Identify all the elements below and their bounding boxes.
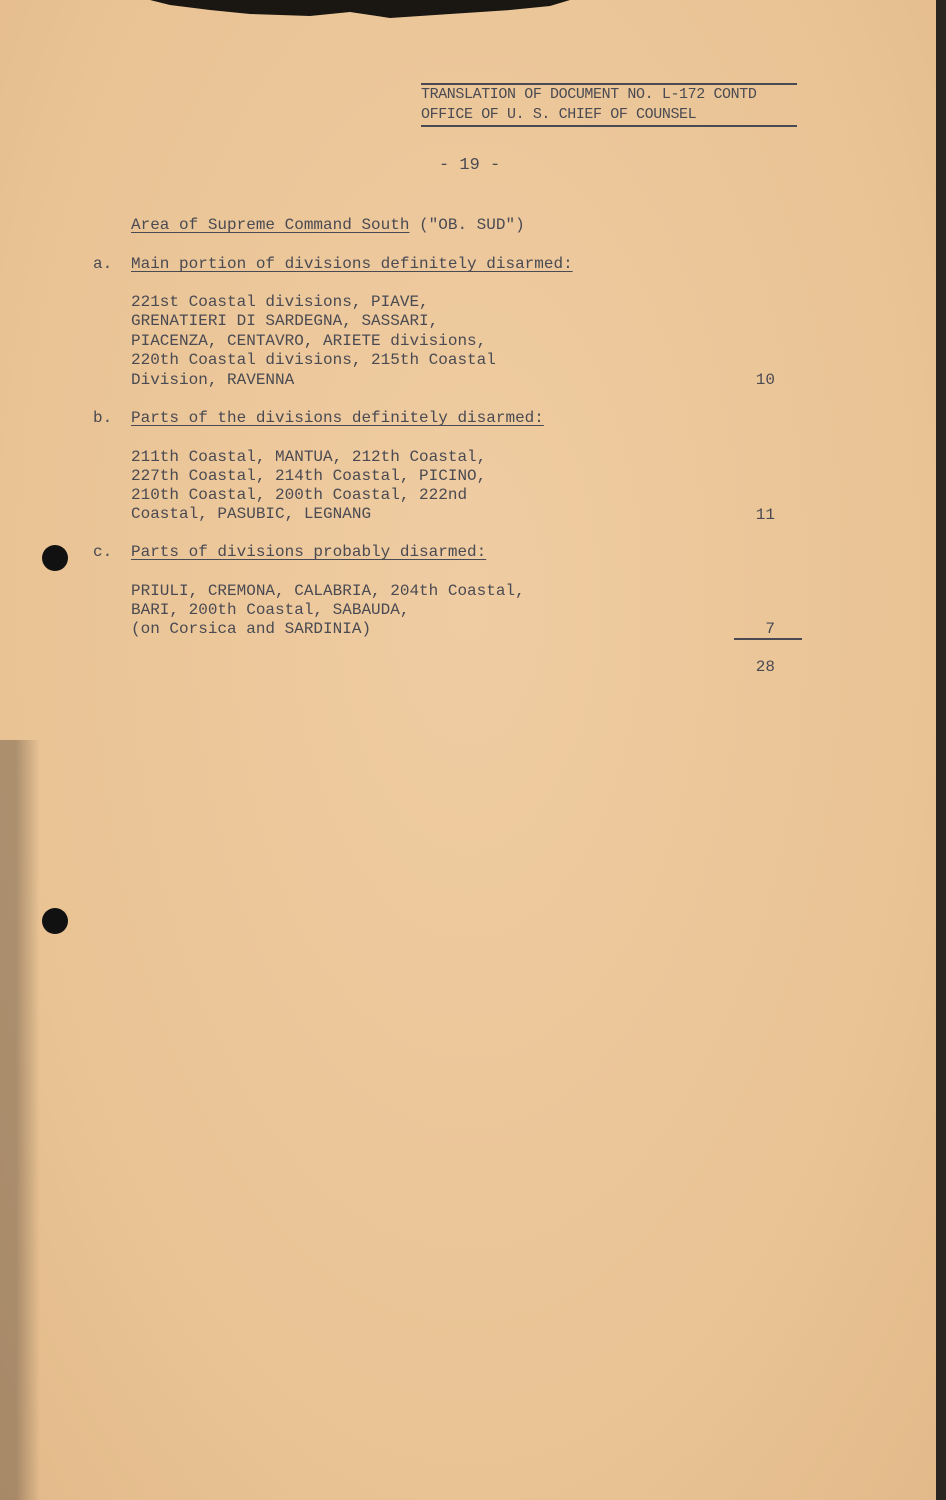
section-a-line: PIACENZA, CENTAVRO, ARIETE divisions, bbox=[131, 332, 487, 350]
document-header bbox=[421, 83, 797, 127]
section-a-marker: a. bbox=[93, 255, 113, 273]
section-b-line: 210th Coastal, 200th Coastal, 222nd bbox=[131, 486, 468, 504]
punch-hole-upper bbox=[42, 545, 68, 571]
section-c-marker: c. bbox=[93, 543, 113, 561]
total-count: 28 bbox=[755, 658, 775, 676]
section-c-line: (on Corsica and SARDINIA) bbox=[131, 620, 372, 638]
header-line-1: TRANSLATION OF DOCUMENT NO. L-172 CONTD bbox=[421, 86, 757, 103]
section-c-count: 7 bbox=[765, 620, 775, 638]
punch-hole-lower bbox=[42, 908, 68, 934]
section-b-marker: b. bbox=[93, 409, 113, 427]
section-b-heading: Parts of the divisions definitely disarmed: bbox=[131, 409, 544, 427]
section-c-heading: Parts of divisions probably disarmed: bbox=[131, 543, 487, 561]
area-title-suffix: ("OB. SUD") bbox=[419, 216, 525, 234]
section-b-count: 11 bbox=[755, 506, 775, 524]
section-a-line: Division, RAVENNA bbox=[131, 371, 295, 389]
section-c-line: BARI, 200th Coastal, SABAUDA, bbox=[131, 601, 410, 619]
section-a-line: 221st Coastal divisions, PIAVE, bbox=[131, 293, 429, 311]
section-a-heading: Main portion of divisions definitely disarmed: bbox=[131, 255, 573, 273]
page-edge-stain bbox=[0, 740, 40, 1500]
section-a-line: GRENATIERI DI SARDEGNA, SASSARI, bbox=[131, 312, 439, 330]
header-line-2: OFFICE OF U. S. CHIEF OF COUNSEL bbox=[421, 106, 697, 123]
section-a-line: 220th Coastal divisions, 215th Coastal bbox=[131, 351, 496, 369]
section-a-count: 10 bbox=[755, 371, 775, 389]
page-number: - 19 - bbox=[439, 156, 501, 175]
area-title-main: Area of Supreme Command South bbox=[131, 216, 410, 234]
sum-rule bbox=[734, 638, 802, 640]
header-bottom-rule bbox=[421, 125, 797, 127]
section-b-line: Coastal, PASUBIC, LEGNANG bbox=[131, 505, 372, 523]
torn-top-edge bbox=[150, 0, 570, 20]
section-b-line: 211th Coastal, MANTUA, 212th Coastal, bbox=[131, 448, 487, 466]
area-title bbox=[131, 216, 525, 236]
section-c-line: PRIULI, CREMONA, CALABRIA, 204th Coastal, bbox=[131, 582, 525, 600]
section-b-line: 227th Coastal, 214th Coastal, PICINO, bbox=[131, 467, 487, 485]
